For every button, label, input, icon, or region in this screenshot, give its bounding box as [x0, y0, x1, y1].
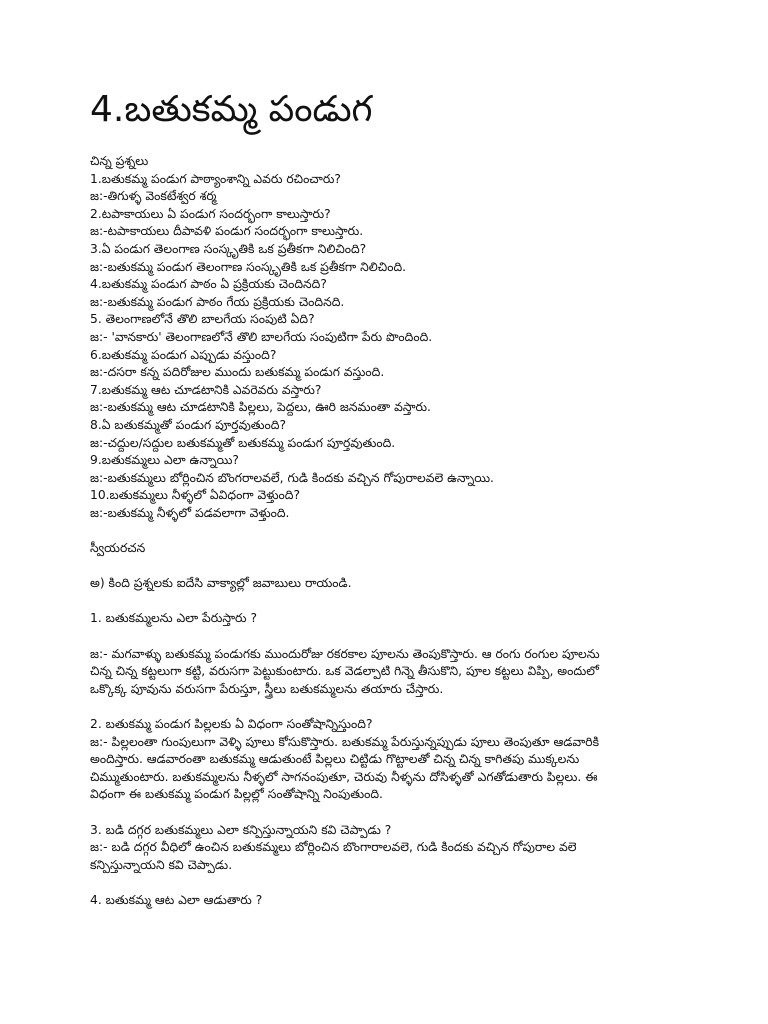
answer-line: జ:-టపాకాయలు దీపావళి పండుగ సందర్భంగా కాలుస్తారు.: [90, 224, 364, 239]
answer-line: జ:- మగవాళ్ళు బతుకమ్మ పండుగకు ముందురోజు రకరకాల పూలను తెంపుకొస్తారు. ఆ రంగు రంగుల పూలను: [90, 646, 600, 661]
answer-line: అందిస్తారు. ఆడవారంతా బతుకమ్మ ఆడుతుంటే పిల్లలు చిట్టిడు గొట్టాలతో చిన్న చిన్న కాగితపు ముక్కలను: [90, 752, 580, 767]
answer-line: జ:-చద్దుల/సద్దుల బతుకమ్మతో బతుకమ్మ పండుగ పూర్తవుతుంది.: [90, 435, 396, 450]
spacer: [90, 804, 690, 822]
spacer: [90, 593, 690, 611]
answer-line: జ:- 'వానకారు' తెలంగాణలోనే తొలి బాలగేయ సంపుటిగా పేరు పొందింది.: [90, 329, 433, 344]
question-line: 4.బతుకమ్మ పండుగ పాఠం ఏ ప్రక్రియకు చెందినది?: [90, 277, 327, 292]
answer-line: విధంగా ఈ బతుకమ్మ పండుగ పిల్లల్లో సంతోషాన్ని నింపుతుంది.: [90, 787, 383, 802]
question-line: 1.బతుకమ్మ పండుగ పాఠ్యాంశాన్ని ఎవరు రచించారు?: [90, 171, 341, 186]
answer-line: కన్పిస్తున్నాయని కవి చెప్పాడు.: [90, 857, 233, 872]
spacer: [90, 874, 690, 892]
answer-line: జ:-బతుకమ్మ నీళ్ళలో పడవలాగా వెళ్తుంది.: [90, 505, 290, 520]
answer-line: జ:-బతుకమ్మ పండుగ తెలంగాణ సంస్కృతికి ఒక ప్రతీకగా నిలిచింది.: [90, 259, 407, 274]
long-question-2: 2. బతుకమ్మ పండుగ పిల్లలకు ఏ విధంగా సంతోషాన్నిస్తుంది?: [90, 717, 373, 731]
long-answer-3: [90, 839, 690, 874]
answer-line: ఒక్కొక్క పూవును వరుసగా పేరుస్తూ, స్త్రీలు బతుకమ్మలను తయారు చేస్తారు.: [90, 681, 444, 696]
answer-line: జ:-దసరా కన్న పదిరోజుల ముందు బతుకమ్మ పండుగ వస్తుంది.: [90, 365, 385, 380]
answer-line: జ:- బడి దగ్గర వీధిలో ఉంచిన బతుకమ్మలు బోర్లించిన బొంగారాలవలె, గుడి కిందకు వచ్చిన గోపురాల వలె: [90, 840, 577, 855]
self-writing-instruction: అ) కింది ప్రశ్నలకు ఐదేసి వాక్యాల్లో జవాబులు రాయండి.: [90, 576, 352, 591]
question-line: 3.ఏ పండుగ తెలంగాణ సంస్కృతికి ఒక ప్రతీకగా నిలిచింది?: [90, 241, 367, 256]
short-questions-list: [90, 171, 690, 523]
question-line: 5. తెలంగాణలోనే తొలి బాలగేయ సంపుటి ఏది?: [90, 312, 315, 327]
answer-line: జ:- పిల్లలంతా గుంపులుగా వెళ్ళి పూలు కోసుకొస్తారు. బతుకమ్మ పేరుస్తున్నప్పుడు పూలు తెంపుతూ ఆడవారికి: [90, 734, 600, 749]
question-line: 8.ఏ బతుకమ్మతో పండుగ పూర్తవుతుంది?: [90, 417, 286, 432]
spacer: [90, 522, 690, 540]
question-line: 10.బతుకమ్మలు నీళ్ళలో ఏవిధంగా వెళ్తుంది?: [90, 488, 300, 503]
question-line: 7.బతుకమ్మ ఆట చూడటానికి ఎవరెవరు వస్తారు?: [90, 382, 322, 397]
spacer: [90, 698, 690, 716]
answer-line: జ:-బతుకమ్మ ఆట చూడటానికి పిల్లలు, పెద్దలు, ఊరి జనమంతా వస్తారు.: [90, 400, 431, 415]
long-question-4: 4. బతుకమ్మ ఆట ఎలా ఆడుతారు ?: [90, 892, 263, 907]
long-question-1: 1. బతుకమ్మలను ఎలా పేరుస్తారు ?: [90, 611, 257, 626]
document-body: [90, 153, 690, 910]
question-line: 9.బతుకమ్మలు ఎలా ఉన్నాయి?: [90, 453, 239, 468]
page-title: 4.బతుకమ్మ పండుగ: [90, 89, 373, 130]
answer-line: జ:-బతుకమ్మ పండుగ పాఠం గేయ ప్రక్రియకు చెందినది.: [90, 294, 345, 309]
answer-line: చిన్న చిన్న కట్టలుగా కట్టి, వరుసగా పెట్టుకుంటారు. ఒక వెడల్పాటి గిన్నె తీసుకొని, పూల కట్టలు విప్పి, అందులో: [90, 664, 599, 679]
spacer: [90, 628, 690, 646]
spacer: [90, 558, 690, 576]
question-line: 2.టపాకాయలు ఏ పండుగ సందర్భంగా కాలుస్తారు?: [90, 206, 331, 221]
long-answer-2: [90, 734, 690, 804]
short-questions-heading: చిన్న ప్రశ్నలు: [90, 154, 149, 168]
long-question-3: 3. బడి దగ్గర బతుకమ్మలు ఎలా కన్పిస్తున్నాయని కవి చెప్పాడు ?: [90, 822, 392, 837]
long-answer-1: [90, 646, 690, 699]
answer-line: జ:-బతుకమ్మలు బోర్లించిన బొంగరాలవలే, గుడి కిందకు వచ్చిన గోపురాలవలె ఉన్నాయి.: [90, 470, 494, 485]
self-writing-heading: స్వీయరచన: [90, 541, 146, 556]
answer-line: జ:-తిగుళ్ళ వెంకటేశ్వర శర్మ: [90, 189, 217, 204]
answer-line: చిమ్ముతుంటారు. బతుకమ్మలను నీళ్ళలో సాగనంపుతూ, చెరువు నీళ్ళను దోసిళ్ళతో ఎగతోడుతారు పిల్లలు. ఈ: [90, 769, 598, 784]
question-line: 6.బతుకమ్మ పండుగ ఎప్పుడు వస్తుంది?: [90, 347, 277, 362]
